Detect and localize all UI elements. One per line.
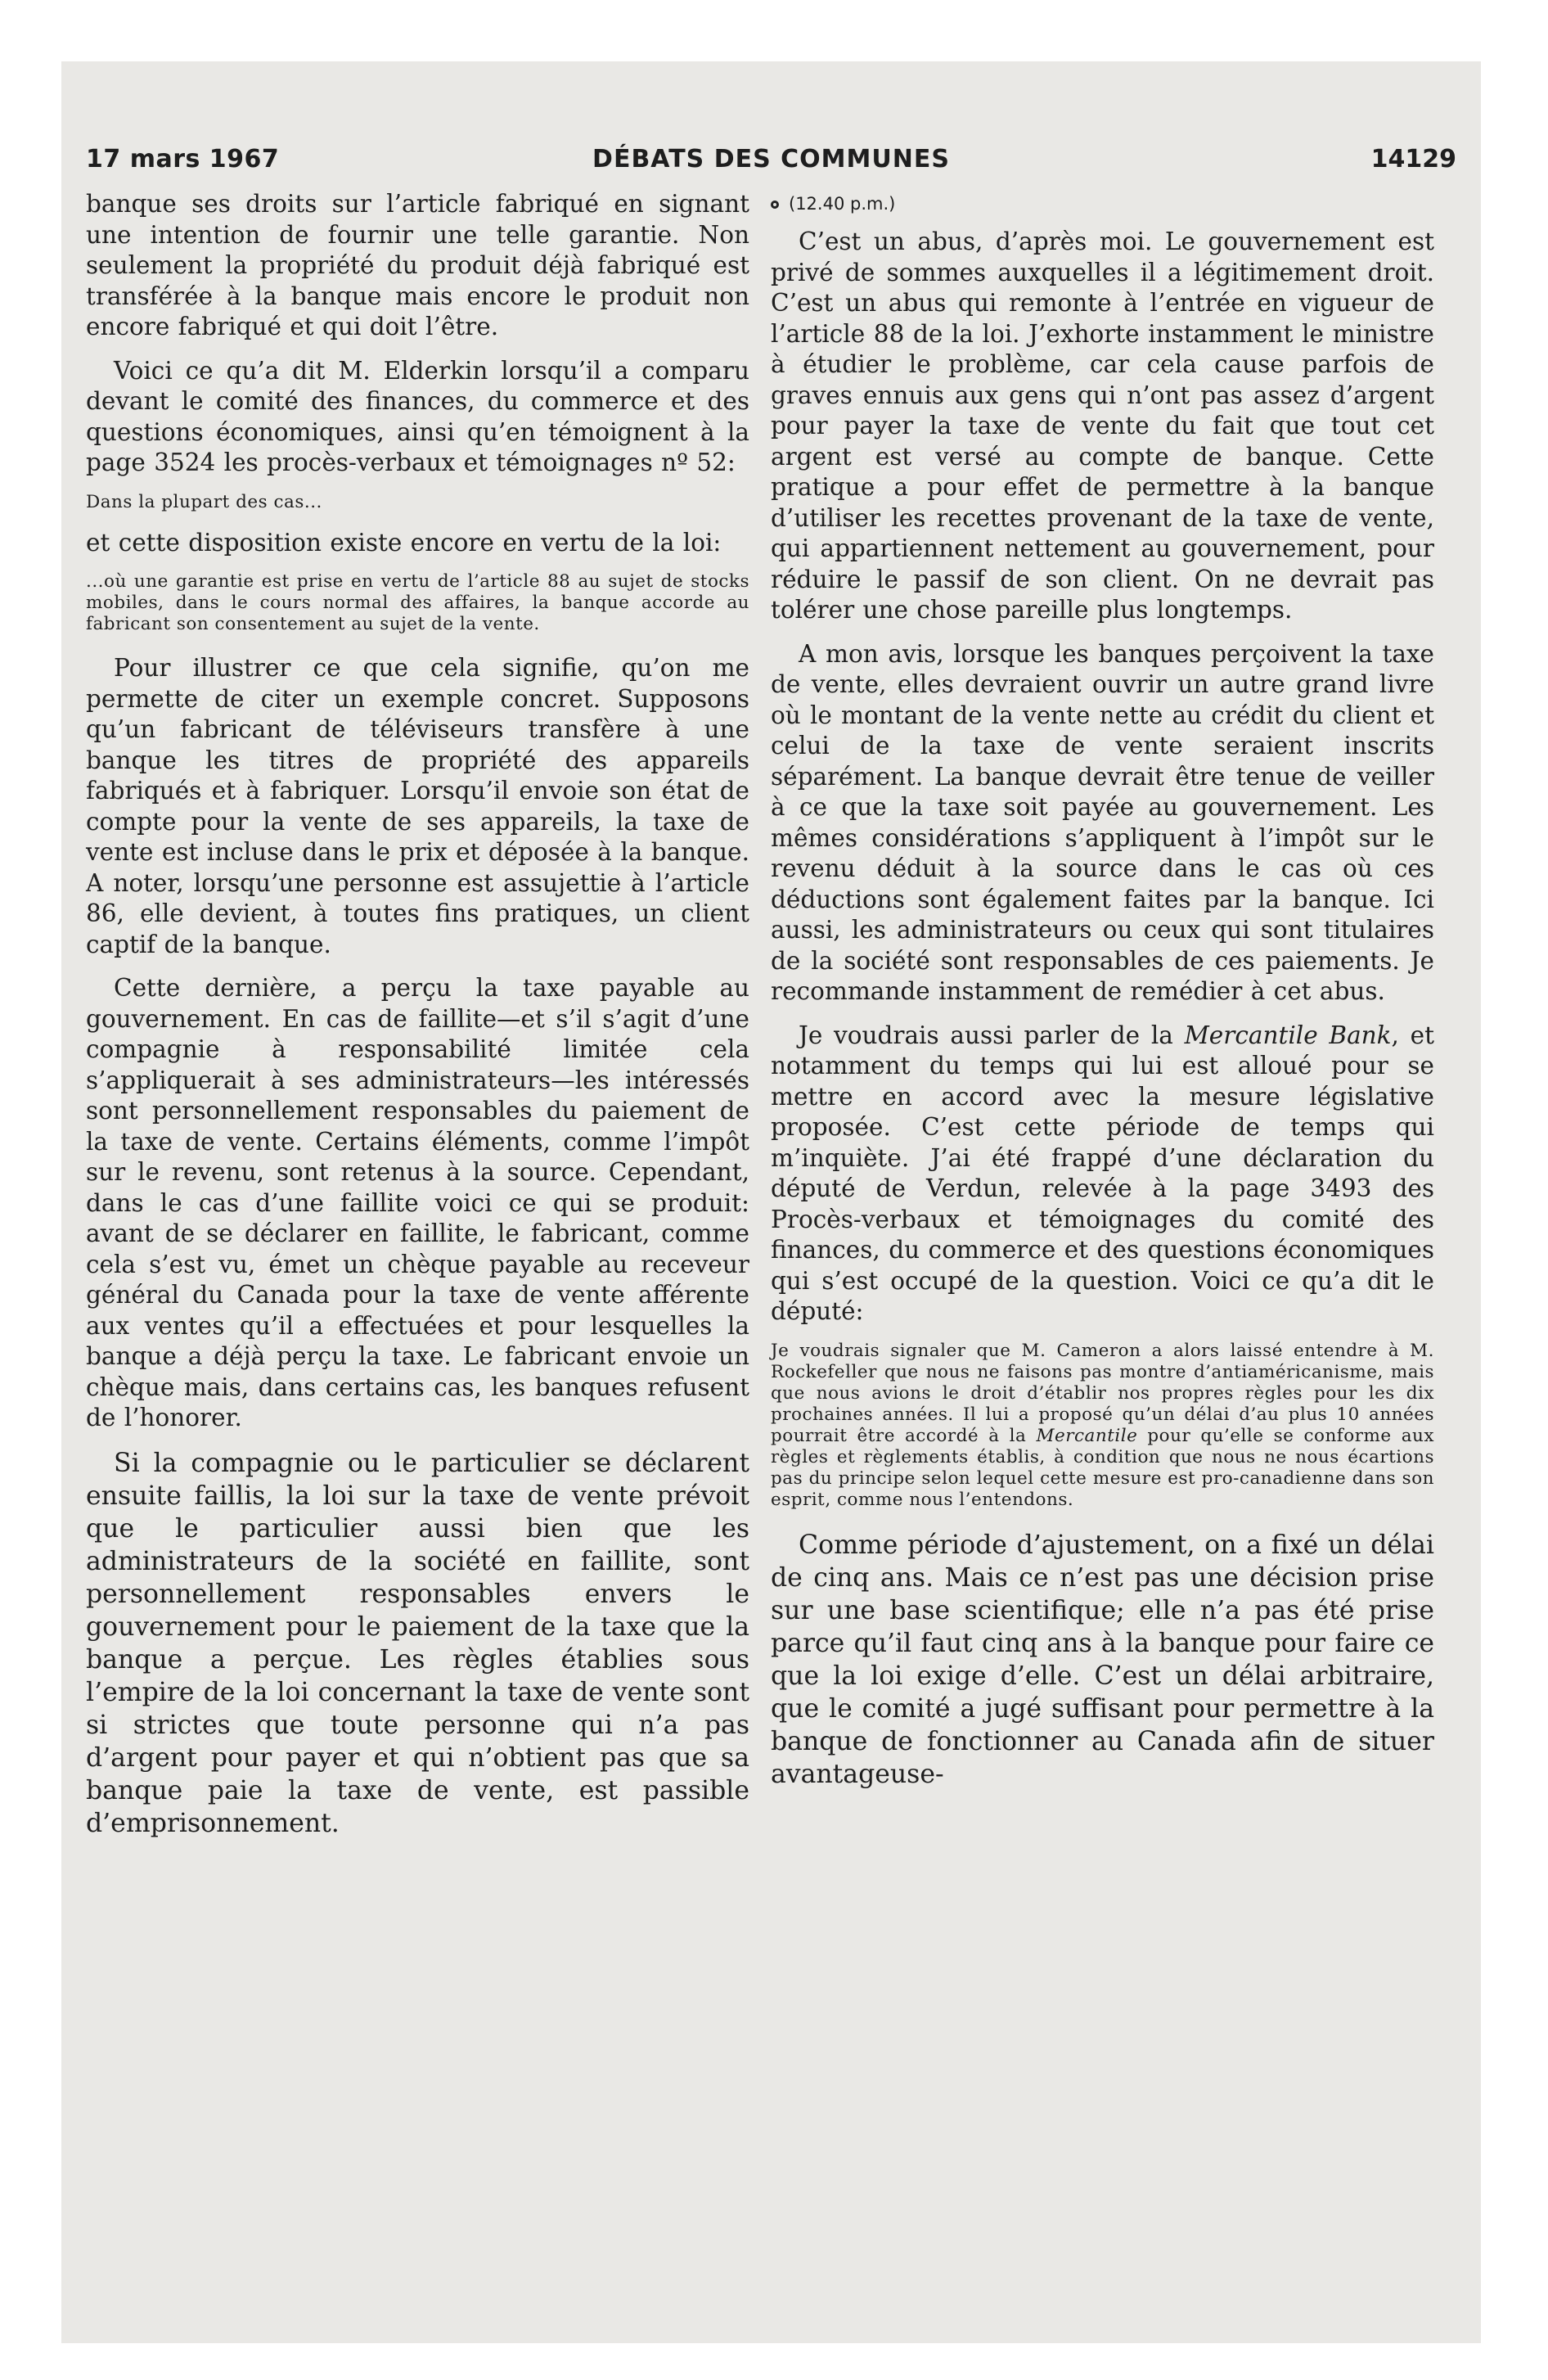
right-paragraph-1: C’est un abus, d’après moi. Le gouvernement est privé de sommes auxquelles il a légitimement droit. C’est un abus qui remonte à l’entrée en vigueur de l’article 88 de la loi. J’exhorte instamment le ministre à étudier le problème, car cela cause parfois de graves ennuis aux gens qui n’ont pas assez d’argent pour payer la taxe de vente du fait que tout cet argent est versé au compte de banque. Cette pratique a pour effet de permettre à la banque d’utiliser les recettes provenant de la taxe de vente, qui appartiennent nettement au gouvernement, pour réduire le passif de son client. On ne devrait pas tolérer une chose pareille plus longtemps. <box>771 228 1434 624</box>
left-paragraph-1: banque ses droits sur l’article fabriqué en signant une intention de fournir une telle garantie. Non seulement la propriété du produit déjà fabriqué est transférée à la banque mais encore le produit non encore fabriqué et qui doit l’être. <box>86 190 749 340</box>
right-quote-end: pour qu’elle se conforme aux règles et règlements établis, à condition que nous ne nous écartions pas du principe selon lequel cette mesure est pro-canadienne dans son esprit, comme nous l’entendons. <box>771 1425 1434 1510</box>
right-quote <box>771 1341 1434 1511</box>
left-column <box>86 189 749 1853</box>
header-title: DÉBATS DES COMMUNES <box>592 145 950 174</box>
time-stamp <box>771 194 1434 214</box>
left-paragraph-2: Voici ce qu’a dit M. Elderkin lorsqu’il a comparu devant le comité des finances, du commerce et des questions économiques, ainsi qu’en témoignent à la page 3524 les procès-verbaux et témoignages nº 52: <box>86 356 749 476</box>
right-quote-start: Je voudrais signaler que M. Cameron a alors laissé entendre à M. Rockefeller que nous ne faisons pas montre d’antiaméricanisme, mais que nous avions le droit d’établir nos propres règles pour les dix prochaines années. Il lui a proposé qu’un délai d’au plus 10 années pourrait être accordé à la <box>771 1340 1434 1446</box>
document-page <box>61 61 1481 2343</box>
time-text: (12.40 p.m.) <box>789 194 896 214</box>
bullet-icon <box>771 201 779 209</box>
header-page-number: 14129 <box>1370 145 1456 174</box>
left-paragraph-6: Si la compagnie ou le particulier se déclarent ensuite faillis, la loi sur la taxe de vente prévoit que le particulier aussi bien que les administrateurs de la société en faillite, sont personnellement responsables envers le gouvernement pour le paiement de la taxe que la banque a perçue. Les règles établies sous l’empire de la loi concernant la taxe de vente sont si strictes que toute personne qui n’a pas d’argent pour payer et qui n’obtient pas que sa banque paie la taxe de vente, est passible d’emprisonnement. <box>86 1448 749 1838</box>
left-paragraph-4: Pour illustrer ce que cela signifie, qu’on me permette de citer un exemple concret. Supposons qu’un fabricant de téléviseurs transfère à une banque les titres de propriété des appareils fabriqués et à fabriquer. Lorsqu’il envoie son état de compte pour la vente de ses appareils, la taxe de vente est incluse dans le prix et déposée à la banque. A noter, lorsqu’une personne est assujettie à l’article 86, elle devient, à toutes fins pratiques, un client captif de la banque. <box>86 654 749 958</box>
right-paragraph-3-start: Je voudrais aussi parler de la <box>799 1021 1185 1049</box>
left-paragraph-5: Cette dernière, a perçu la taxe payable au gouvernement. En cas de faillite—et s’il s’agit d’une compagnie à responsabilité limitée cela s’appliquerait à ses administrateurs—les intéressés sont personnellement responsables du paiement de la taxe de vente. Certains éléments, comme l’impôt sur le revenu, sont retenus à la source. Cependant, dans le cas d’une faillite voici ce qui se produit: avant de se déclarer en faillite, le fabricant, comme cela s’est vu, émet un chèque payable au receveur général du Canada pour la taxe de vente afférente aux ventes qu’il a effectuées et pour lesquelles la banque a déjà perçu la taxe. Le fabricant envoie un chèque mais, dans certains cas, les banques refusent de l’honorer. <box>86 974 749 1431</box>
right-paragraph-2: A mon avis, lorsque les banques perçoivent la taxe de vente, elles devraient ouvrir un autre grand livre où le montant de la vente nette au crédit du client et celui de la taxe de vente seraient inscrits séparément. La banque devrait être tenue de veiller à ce que la taxe soit payée au gouvernement. Les mêmes considérations s’appliquent à l’impôt sur le revenu déduit à la source dans le cas où ces déductions sont également faites par la banque. Ici aussi, les administrateurs ou ceux qui sont titulaires de la société sont responsables de ces paiements. Je recommande instamment de remédier à cet abus. <box>771 639 1434 1005</box>
right-quote-italic: Mercantile <box>1036 1425 1138 1446</box>
header-date: 17 mars 1967 <box>86 145 280 174</box>
right-paragraph-3-end: , et notamment du temps qui lui est alloué pour se mettre en accord avec la mesure législative proposée. C’est cette période de temps qui m’inquiète. J’ai été frappé d’une déclaration du député de Verdun, relevée à la page 3493 des Procès-verbaux et témoignages du comité des finances, du commerce et des questions économiques qui s’est occupé de la question. Voici ce qu’a dit le député: <box>771 1021 1434 1325</box>
left-quote-1: Dans la plupart des cas... <box>86 491 322 512</box>
right-paragraph-4: Comme période d’ajustement, on a fixé un délai de cinq ans. Mais ce n’est pas une décision prise sur une base scientifique; elle n’a pas été prise parce qu’il faut cinq ans à la banque pour faire ce que la loi exige d’elle. C’est un délai arbitraire, que le comité a jugé suffisant pour permettre à la banque de fonctionner au Canada afin de situer avantageuse- <box>771 1530 1434 1789</box>
page-header <box>86 145 1456 178</box>
left-quote-2: ...où une garantie est prise en vertu de l’article 88 au sujet de stocks mobiles, dans le cours normal des affaires, la banque accorde au fabricant son consentement au sujet de la vente. <box>86 571 749 634</box>
right-paragraph-3 <box>771 1021 1434 1327</box>
left-paragraph-3: et cette disposition existe encore en vertu de la loi: <box>86 528 722 557</box>
right-paragraph-3-italic: Mercantile Bank <box>1184 1021 1392 1049</box>
right-column <box>771 189 1434 1804</box>
